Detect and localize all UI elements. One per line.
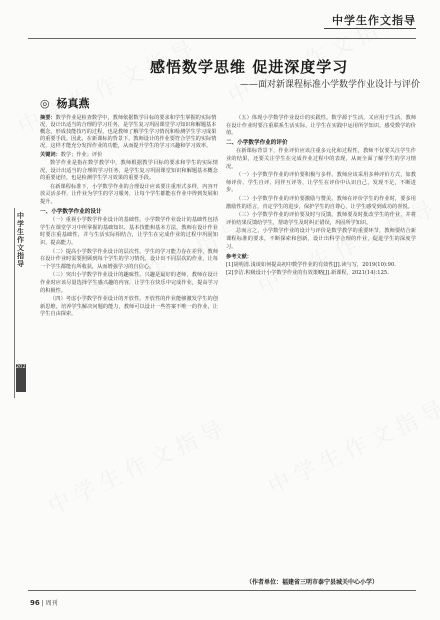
masthead-rule: [324, 28, 416, 29]
body-paragraph: （一）重视小学数学作业设计的基础性。小学数学作业设计的基础性包括学生在课堂学习中所掌握的基础知识、基本技能和基本方法，教师在设计作业时要注重基础性，并与生活实际相结合，让学生在完成作业的过程中巩固知识，提高能力。: [40, 217, 218, 246]
section-heading: 二、小学数学作业的评价: [226, 139, 288, 146]
body-paragraph: 数学作业是指在数学教学中，教师根据教学目标的要求和学生的实际情况，设计出适当的合理的学习任务，是学生复习巩固课堂知识和解题基本概念的重要途径，也是检测学生学习效果的重要手段。: [40, 160, 218, 182]
body-paragraph: （二）提高小学数学作业设计的层次性。学生的学习能力存在差异，教师在设计作业时需要照顾到每个学生的学习情况，设计出不同层次的作业，让每一个学生都能有所收获，从而增强学习的自信心。: [40, 248, 218, 270]
article-title: 感悟数学思维 促进深度学习: [150, 58, 349, 76]
abstract: [40, 115, 218, 159]
right-column: [226, 115, 416, 279]
author-line: [40, 95, 89, 111]
keywords: [40, 152, 218, 159]
body-paragraph: （四）考虑小学数学作业设计的开放性。开放性的作业能够激发学生的创新思维，培养学生解决问题的能力，教师可以设计一些答案不唯一的作业，让学生自由探索。: [40, 296, 218, 318]
side-tab-issue: 2022: [16, 364, 26, 392]
reference-item: [2]李洁.积极设计小学数学作业的有效策略[J].新课程，2021(14):125.: [226, 270, 389, 277]
page-label: 周刊: [45, 600, 58, 607]
keywords-text: 数学；作业；评价: [60, 152, 103, 158]
body-paragraph: （五）体现小学数学作业设计的实践性。数学源于生活，又应用于生活，教师在设计作业时要注重联系生活实际，让学生在实践中运用所学知识，感受数学的价值。: [226, 115, 416, 137]
author-name: 杨真燕: [56, 97, 90, 110]
section-heading: 一、小学数学作业的设计: [40, 208, 102, 215]
body-paragraph: 在新课标背景下，作业评价应该注重多元化和过程性，教师不仅要关注学生作业的结果，还要关注学生在完成作业过程中的表现，从而全面了解学生的学习情况。: [226, 148, 416, 170]
references-title: 参考文献：: [226, 254, 252, 261]
body-paragraph: （三）突出小学数学作业设计的趣味性。兴趣是最好的老师，教师在设计作业时应该尽量选择学生感兴趣的内容，让学生在快乐中完成作业，提高学习的积极性。: [40, 272, 218, 294]
side-tab-text: 中学生作文指导: [17, 211, 24, 268]
author-bullet-icon: ◎: [40, 97, 50, 110]
author-unit: （作者单位：福建省三明市泰宁县城关中心小学）: [246, 579, 379, 586]
top-rule: [28, 38, 416, 39]
keywords-label: 关键词：: [40, 152, 61, 158]
left-column: [40, 160, 218, 320]
masthead: 中学生作文指导: [332, 14, 416, 27]
watermark-text: [43, 410, 234, 521]
body-paragraph: （三）小学数学作业的评价要及时与反馈。教师要及时批改学生的作业，并将评价结果反馈给学生，帮助学生及时纠正错误，巩固所学知识。: [226, 212, 416, 226]
abstract-text: 数学作业是检查数学中，教师依据数学目标的要求和学生掌握的实际情况，设计出适当的合理的学习任务，是学生复习巩固课堂学习知识和解题基本概念，形成技能技巧的过程，也是教师了解学生学习情况和检测学生学习成果的重要手段。因此，在新课标的背景下，教师设计的作业要符合学生的实际情况，这样才能充分发挥作业的功能，从而提升学生的学习兴趣和学习效率。: [40, 115, 217, 149]
page-footer: [30, 598, 58, 607]
side-tab: [14, 208, 27, 398]
body-paragraph: 总而言之，小学数学作业的设计与评价是数学教学的重要环节，教师要结合新课程标准的要求，不断探索和创新，设计出科学合理的作业，促进学生的深度学习。: [226, 228, 416, 250]
watermark-text: [263, 390, 440, 501]
page-separator: |: [41, 600, 46, 607]
reference-item: [1]胡明清.浅谈如何提高初中数学作业的有效性[J].读与写，2019(10):90.: [226, 261, 396, 268]
body-paragraph: （一）小学数学作业的评价要积极与多样。教师应该采用多种评价方式，如教师评价、学生自评、同伴互评等，让学生在评价中认识自己，发现不足，不断进步。: [226, 172, 416, 194]
footer-rule: [28, 590, 416, 591]
page-number: 96: [30, 599, 40, 607]
abstract-label: 摘要：: [40, 115, 56, 121]
body-paragraph: （二）小学数学作业的评价要激励与赞美。教师在评价学生的作业时，要多用激励性的语言，肯定学生的进步，保护学生的自尊心，让学生感受到成功的喜悦。: [226, 195, 416, 210]
article-subtitle: ——面对新课程标准小学数学作业设计与评价: [240, 80, 421, 90]
body-paragraph: 在新课程标准下，小学数学作业的合理设计应该要注重形式多样，内容开放灵活多样，让作业为学生的学习服务，让每个学生都能在作业中得到发展和提升。: [40, 183, 218, 205]
